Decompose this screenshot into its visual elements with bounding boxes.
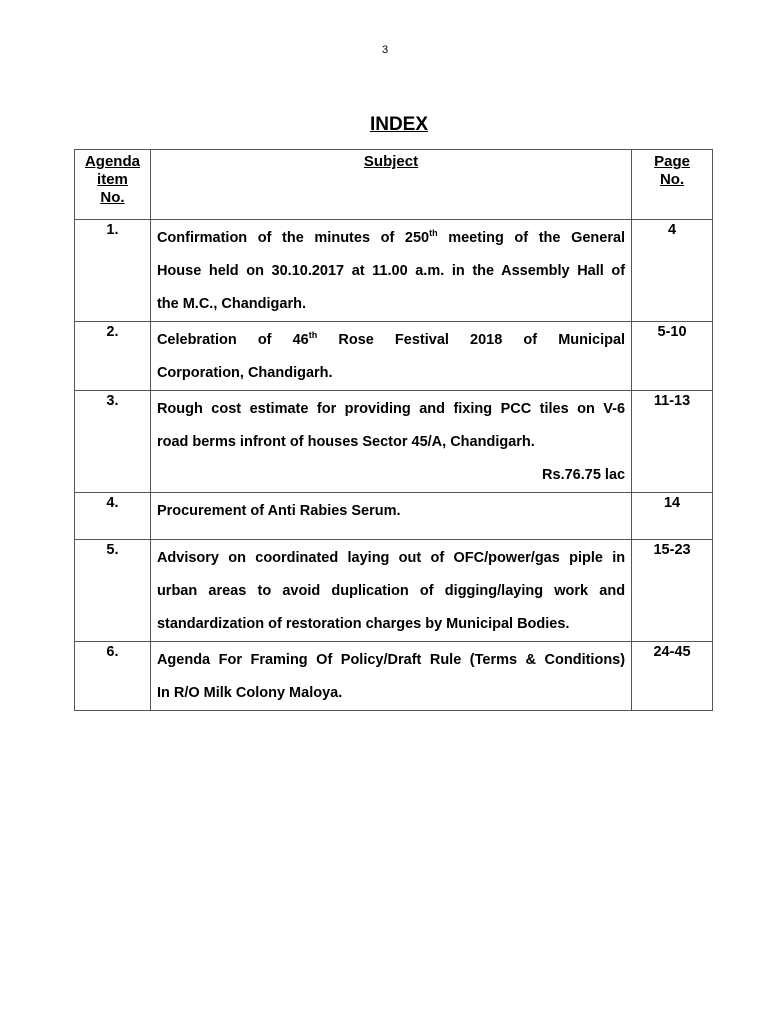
subject-line: Procurement of Anti Rabies Serum. xyxy=(156,503,401,519)
agenda-subject xyxy=(150,391,631,493)
page-number-cell: 5-10 xyxy=(632,322,713,391)
subject-line: Corporation, Chandigarh. xyxy=(156,365,333,381)
index-table xyxy=(74,149,713,711)
header-agenda-line: Agenda xyxy=(84,153,140,170)
agenda-subject xyxy=(150,642,631,711)
header-page-no xyxy=(632,150,713,220)
page-number-cell: 15-23 xyxy=(632,540,713,642)
table-row xyxy=(75,540,713,642)
header-row xyxy=(75,150,713,220)
subject-line: In R/O Milk Colony Maloya. xyxy=(156,685,343,701)
subject-line: the M.C., Chandigarh. xyxy=(156,296,306,312)
table-row xyxy=(75,493,713,540)
subject-line: Confirmation of the minutes of 250th meeting of the General xyxy=(156,228,626,246)
agenda-item-number: 4. xyxy=(75,493,151,540)
agenda-subject xyxy=(150,540,631,642)
header-page-line: Page xyxy=(654,153,690,170)
agenda-item-number: 6. xyxy=(75,642,151,711)
agenda-item-number: 1. xyxy=(75,220,151,322)
header-no-line: No. xyxy=(100,189,125,206)
table-row xyxy=(75,322,713,391)
subject-line: standardization of restoration charges by Municipal Bodies. xyxy=(156,616,570,632)
subject-line: Celebration of 46th Rose Festival 2018 of Municipal xyxy=(156,330,626,348)
page-number-cell: 11-13 xyxy=(632,391,713,493)
subject-line: Advisory on coordinated laying out of OFC/power/gas piple in xyxy=(156,550,626,566)
header-subject xyxy=(150,150,631,220)
index-title: INDEX xyxy=(369,114,429,135)
page-number-cell: 24-45 xyxy=(632,642,713,711)
agenda-subject xyxy=(150,220,631,322)
cost-amount: Rs.76.75 lac xyxy=(542,467,626,483)
subject-line: House held on 30.10.2017 at 11.00 a.m. in the Assembly Hall of xyxy=(156,263,626,279)
subject-line: Agenda For Framing Of Policy/Draft Rule (Terms & Conditions) xyxy=(156,652,626,668)
table-row xyxy=(75,391,713,493)
header-pageno-line: No. xyxy=(659,171,685,188)
agenda-subject xyxy=(150,322,631,391)
header-subject-label: Subject xyxy=(363,153,419,170)
agenda-item-number: 3. xyxy=(75,391,151,493)
agenda-item-number: 2. xyxy=(75,322,151,391)
page-number-cell: 14 xyxy=(632,493,713,540)
table-row xyxy=(75,642,713,711)
table-row xyxy=(75,220,713,322)
subject-line: urban areas to avoid duplication of digging/laying work and xyxy=(156,583,626,599)
header-agenda-item-no xyxy=(75,150,151,220)
agenda-item-number: 5. xyxy=(75,540,151,642)
subject-line: road berms infront of houses Sector 45/A, Chandigarh. xyxy=(156,434,535,450)
agenda-subject xyxy=(150,493,631,540)
page-number-cell: 4 xyxy=(632,220,713,322)
header-item-line: item xyxy=(97,171,128,188)
subject-line: Rough cost estimate for providing and fixing PCC tiles on V-6 xyxy=(156,401,626,417)
page-number: 3 xyxy=(381,44,389,56)
